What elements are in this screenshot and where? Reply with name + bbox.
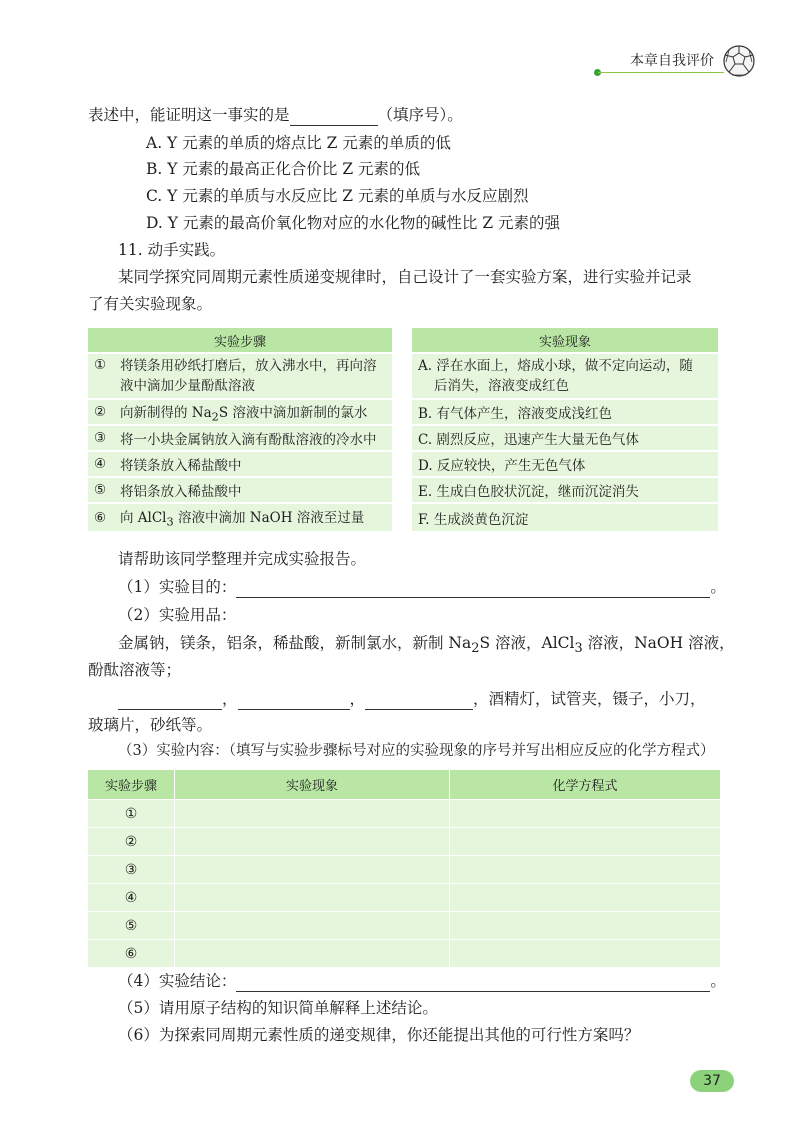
part4-end: 。 (710, 972, 726, 990)
equation-cell[interactable] (450, 800, 721, 828)
table-row (88, 353, 392, 399)
part1-end: 。 (710, 578, 726, 596)
part3: （3）实验内容：（填写与实验步骤标号对应的实验现象的序号并写出相应反应的化学方程式） (118, 743, 715, 759)
q10-option-b: B. Y 元素的最高正化合价比 Z 元素的低 (146, 160, 421, 178)
equipment-line-2: 玻璃片，砂纸等。 (88, 716, 213, 734)
step-cell: ⑤ (88, 912, 175, 940)
equation-cell[interactable] (450, 828, 721, 856)
q10-lead: 表述中，能证明这一事实的是 (88, 106, 290, 124)
equipment-blank-2[interactable] (238, 693, 350, 710)
q10-option-a: A. Y 元素的单质的熔点比 Z 元素的单质的低 (146, 134, 451, 152)
purpose-blank[interactable] (236, 581, 710, 598)
phenomenon-cell[interactable] (175, 884, 450, 912)
table-row (88, 477, 392, 503)
steps-header: 实验步骤 (88, 328, 392, 353)
part1-label: （1）实验目的： (118, 578, 237, 596)
part1 (118, 576, 726, 598)
step-num: ⑤ (88, 477, 114, 503)
step-num: ① (88, 353, 114, 399)
equipment-blank-1[interactable] (118, 693, 222, 710)
phenomenon-cell[interactable] (175, 912, 450, 940)
equation-cell[interactable] (450, 856, 721, 884)
phenomena-header: 实验现象 (412, 328, 718, 353)
phenomenon-cell[interactable] (175, 800, 450, 828)
chapter-header-title: 本章自我评价 (630, 53, 714, 69)
step-num: ④ (88, 451, 114, 477)
table-row (88, 828, 720, 856)
step-text: 将一小块金属钠放入滴有酚酞溶液的冷水中 (114, 425, 392, 451)
step-num: ② (88, 399, 114, 425)
step-text: 将铝条放入稀盐酸中 (114, 477, 392, 503)
report-prompt: 请帮助该同学整理并完成实验报告。 (118, 550, 367, 568)
phenomenon-text: B. 有气体产生，溶液变成浅红色 (412, 399, 718, 425)
part2-label: （2）实验用品： (118, 606, 237, 624)
step-text: 向 AlCl$_3$ 溶液中滴加 NaOH 溶液至过量 (114, 503, 392, 531)
table-row (88, 800, 720, 828)
materials-line: 金属钠，镁条，铝条，稀盐酸，新制氯水，新制 $Na_2S$ 溶液，AlCl$_3$ 溶液，NaOH 溶液， (118, 634, 735, 657)
step-cell: ④ (88, 884, 175, 912)
steps-table (88, 328, 392, 531)
table-row (412, 399, 718, 425)
part5: （5）请用原子结构的知识简单解释上述结论。 (118, 999, 438, 1017)
table-row (88, 884, 720, 912)
equipment-line: ， ， ，酒精灯，试管夹，镊子，小刀， (118, 688, 706, 710)
step-text: 将镁条放入稀盐酸中 (114, 451, 392, 477)
results-header-equation: 化学方程式 (450, 770, 721, 800)
part4 (118, 970, 726, 992)
step-cell: ⑥ (88, 940, 175, 968)
equation-cell[interactable] (450, 940, 721, 968)
table-row (88, 503, 392, 531)
step-text: 向新制得的 $Na_2S$ 溶液中滴加新制的氯水 (114, 399, 392, 425)
table-row (88, 912, 720, 940)
results-header-phenomenon: 实验现象 (175, 770, 450, 800)
phenomenon-text: C. 剧烈反应，迅速产生大量无色气体 (412, 425, 718, 451)
phenomenon-cell[interactable] (175, 940, 450, 968)
part4-label: （4）实验结论： (118, 972, 237, 990)
table-row (412, 503, 718, 531)
equation-cell[interactable] (450, 912, 721, 940)
results-table (88, 770, 720, 967)
step-cell: ③ (88, 856, 175, 884)
step-text: 将镁条用砂纸打磨后，放入沸水中，再向溶 液中滴加少量酚酞溶液 (114, 353, 392, 399)
table-row (88, 451, 392, 477)
table-row (88, 940, 720, 968)
q10-answer-blank[interactable] (290, 109, 378, 126)
phenomenon-text: F. 生成淡黄色沉淀 (412, 503, 718, 531)
table-row (88, 425, 392, 451)
table-row (88, 399, 392, 425)
header-rule (598, 72, 724, 73)
page-number: 37 (690, 1070, 734, 1092)
phenomenon-text: E. 生成白色胶状沉淀，继而沉淀消失 (412, 477, 718, 503)
step-cell: ① (88, 800, 175, 828)
q10-option-d: D. Y 元素的最高价氧化物对应的水化物的碱性比 Z 元素的强 (146, 214, 561, 232)
table-row (412, 425, 718, 451)
phenomenon-cell[interactable] (175, 856, 450, 884)
q10-stem (88, 104, 463, 126)
results-header-step: 实验步骤 (88, 770, 175, 800)
phenomenon-cell[interactable] (175, 828, 450, 856)
step-cell: ② (88, 828, 175, 856)
materials-line-2: 酚酞溶液等； (88, 661, 182, 679)
phenomenon-text: D. 反应较快，产生无色气体 (412, 451, 718, 477)
step-num: ⑥ (88, 503, 114, 531)
phenomena-table (412, 328, 718, 531)
equipment-blank-3[interactable] (365, 693, 473, 710)
table-row (412, 353, 718, 399)
table-row (88, 856, 720, 884)
conclusion-blank[interactable] (236, 975, 710, 992)
q11-intro-2: 了有关实验现象。 (88, 295, 213, 313)
q10-option-c: C. Y 元素的单质与水反应比 Z 元素的单质与水反应剧烈 (146, 187, 529, 205)
part6: （6）为探索同周期元素性质的递变规律，你还能提出其他的可行性方案吗？ (118, 1026, 640, 1044)
table-row (412, 451, 718, 477)
equation-cell[interactable] (450, 884, 721, 912)
fullerene-icon (722, 44, 756, 78)
q10-suffix: （填序号）。 (377, 106, 463, 124)
q11-title: 11. 动手实践。 (118, 241, 226, 259)
q11-intro-1: 某同学探究同周期元素性质递变规律时，自己设计了一套实验方案，进行实验并记录 (118, 268, 692, 286)
step-num: ③ (88, 425, 114, 451)
phenomenon-text: A. 浮在水面上，熔成小球，做不定向运动，随 后消失，溶液变成红色 (412, 353, 718, 399)
table-row (412, 477, 718, 503)
